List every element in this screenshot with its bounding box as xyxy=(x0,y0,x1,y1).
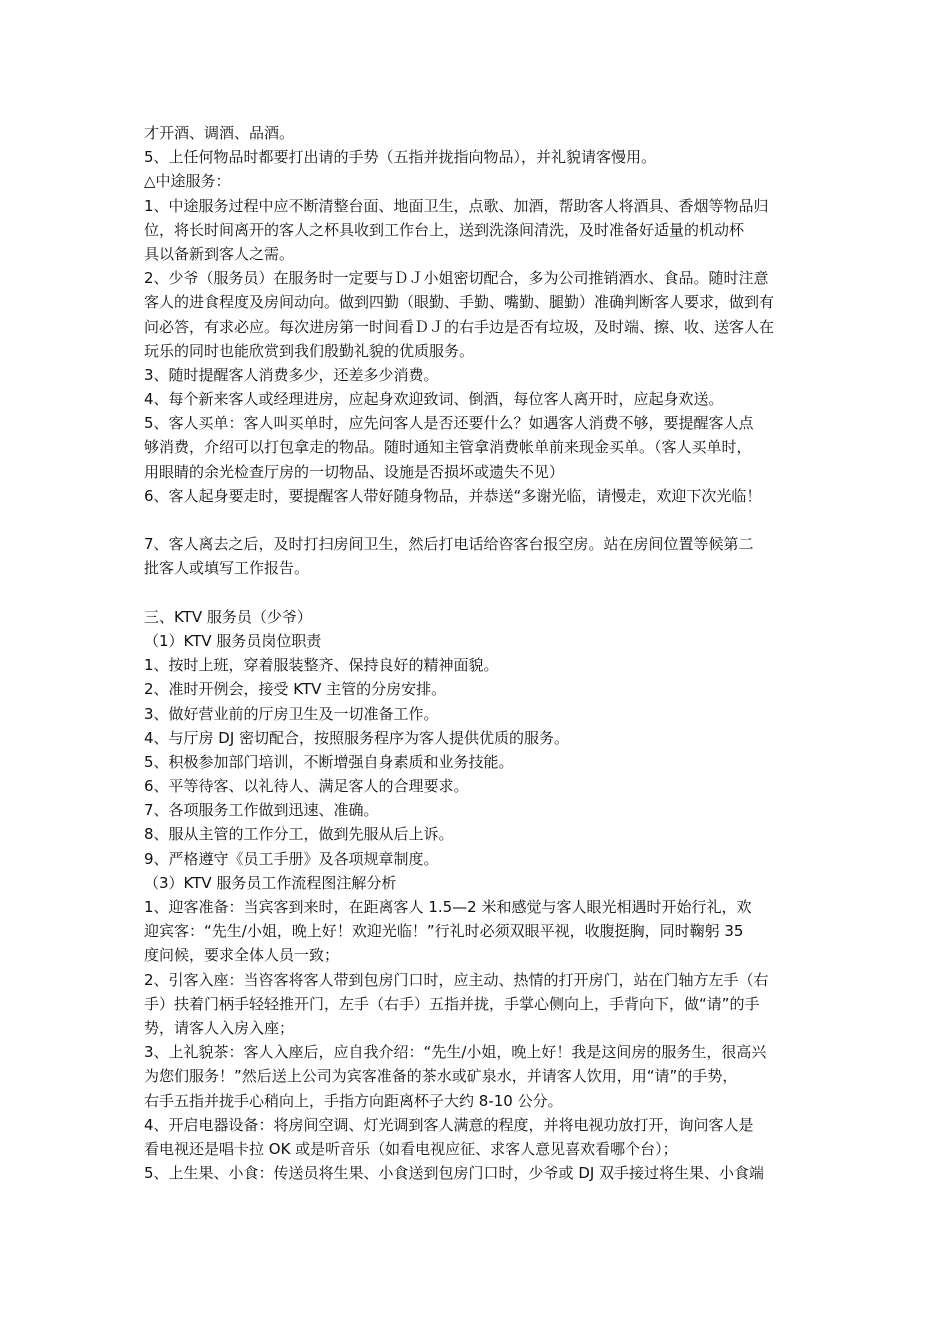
text-line: 3、做好营业前的厅房卫生及一切准备工作。 xyxy=(144,704,439,723)
text-line: 右手五指并拢手心稍向上，手指方向距离杯子大约 8-10 公分。 xyxy=(144,1091,563,1110)
text-line: 才开酒、调酒、品酒。 xyxy=(144,124,295,142)
text-line: 客人的进食程度及房间动向。做到四勤（眼勤、手勤、嘴勤、腿勤）准确判断客人要求，做到有 xyxy=(144,293,775,312)
text-line: 2、引客入座：当咨客将客人带到包房门口时，应主动、热情的打开房门，站在门轴方左手（右 xyxy=(144,970,769,989)
text-line: 2、准时开例会，接受 KTV 主管的分房安排。 xyxy=(144,680,447,699)
text-line: 2、少爷（服务员）在服务时一定要与ＤＪ小姐密切配合，多为公司推销酒水、食品。随时注意 xyxy=(144,269,769,288)
text-line: 为您们服务！”然后送上公司为宾客准备的茶水或矿泉水，并请客人饮用，用“请”的手势， xyxy=(144,1067,738,1086)
text-line: 批客人或填写工作报告。 xyxy=(144,559,310,578)
subsection-heading: （1）KTV 服务员岗位职责 xyxy=(144,631,322,650)
text-line: 4、开启电器设备：将房间空调、灯光调到客人满意的程度，并将电视功放打开，询问客人是 xyxy=(144,1115,754,1134)
text-line: 6、平等待客、以礼待人、满足客人的合理要求。 xyxy=(144,777,469,796)
text-line: 玩乐的同时也能欣赏到我们殷勤礼貌的优质服务。 xyxy=(144,341,475,360)
text-line: 8、服从主管的工作分工，做到先服从后上诉。 xyxy=(144,825,454,844)
text-line: 看电视还是唱卡拉 OK 或是听音乐（如看电视应征、求客人意见喜欢看哪个台）； xyxy=(144,1139,678,1158)
text-line: 3、随时提醒客人消费多少，还差多少消费。 xyxy=(144,365,439,384)
blank-line xyxy=(144,508,814,532)
text-line: 4、每个新来客人或经理进房，应起身欢迎致词、倒酒，每位客人离开时，应起身欢送。 xyxy=(144,390,724,409)
section-heading: 三、KTV 服务员（少爷） xyxy=(144,607,312,626)
document-page xyxy=(144,121,814,1185)
text-line: 3、上礼貌茶：客人入座后，应自我介绍：“先生/小姐，晚上好！我是这间房的服务生，很高兴 xyxy=(144,1043,767,1062)
text-line: 1、迎客准备：当宾客到来时，在距离客人 1.5—2 米和感觉与客人眼光相遇时开始行礼，欢 xyxy=(144,898,752,916)
text-line: 5、上任何物品时都要打出请的手势（五指并拢指向物品），并礼貌请客慢用。 xyxy=(144,148,657,167)
blank-line xyxy=(144,581,814,605)
text-line: 5、上生果、小食：传送员将生果、小食送到包房门口时，少爷或 DJ 双手接过将生果、小食端 xyxy=(144,1164,765,1183)
text-line: 问必答，有求必应。每次进房第一时间看ＤＪ的右手边是否有垃圾，及时端、擦、收、送客人在 xyxy=(144,317,775,336)
text-line: 迎宾客：“先生/小姐，晚上好！欢迎光临！”行礼时必须双眼平视，收腹挺胸，同时鞠躬 35 xyxy=(144,922,744,941)
text-line: 6、客人起身要走时，要提醒客人带好随身物品，并恭送“多谢光临，请慢走，欢迎下次光临！ xyxy=(144,486,762,505)
text-line: 手）扶着门柄手轻轻推开门，左手（右手）五指并拢，手掌心侧向上，手背向下，做“请”的手 xyxy=(144,994,760,1013)
subsection-heading: （3）KTV 服务员工作流程图注解分析 xyxy=(144,873,397,892)
text-line: 势，请客人入房入座； xyxy=(144,1018,295,1037)
text-line: 1、按时上班，穿着服装整齐、保持良好的精神面貌。 xyxy=(144,656,499,675)
text-line: 具以备新到客人之需。 xyxy=(144,244,295,263)
text-line: 4、与厅房 DJ 密切配合，按照服务程序为客人提供优质的服务。 xyxy=(144,728,570,747)
text-line: 位，将长时间离开的客人之杯具收到工作台上，送到洗涤间清洗，及时准备好适量的机动杯 xyxy=(144,220,745,239)
text-line: 7、各项服务工作做到迅速、准确。 xyxy=(144,801,379,820)
text-line: 度问候，要求全体人员一致； xyxy=(144,946,340,965)
text-line: 1、中途服务过程中应不断清整台面、地面卫生，点歌、加酒，帮助客人将酒具、香烟等物品归 xyxy=(144,196,769,215)
text-line: 5、客人买单：客人叫买单时，应先问客人是否还要什么？如遇客人消费不够，要提醒客人点 xyxy=(144,414,754,433)
section-heading: △中途服务： xyxy=(144,172,231,191)
text-line: 够消费，介绍可以打包拿走的物品。随时通知主管拿消费帐单前来现金买单。（客人买单时， xyxy=(144,438,752,457)
text-line: 用眼睛的余光检查厅房的一切物品、设施是否损坏或遗失不见） xyxy=(144,462,565,481)
text-line: 9、严格遵守《员工手册》及各项规章制度。 xyxy=(144,849,439,868)
text-line: 7、客人离去之后，及时打扫房间卫生，然后打电话给咨客台报空房。站在房间位置等候第二 xyxy=(144,535,754,554)
text-line: 5、积极参加部门培训，不断增强自身素质和业务技能。 xyxy=(144,752,514,771)
